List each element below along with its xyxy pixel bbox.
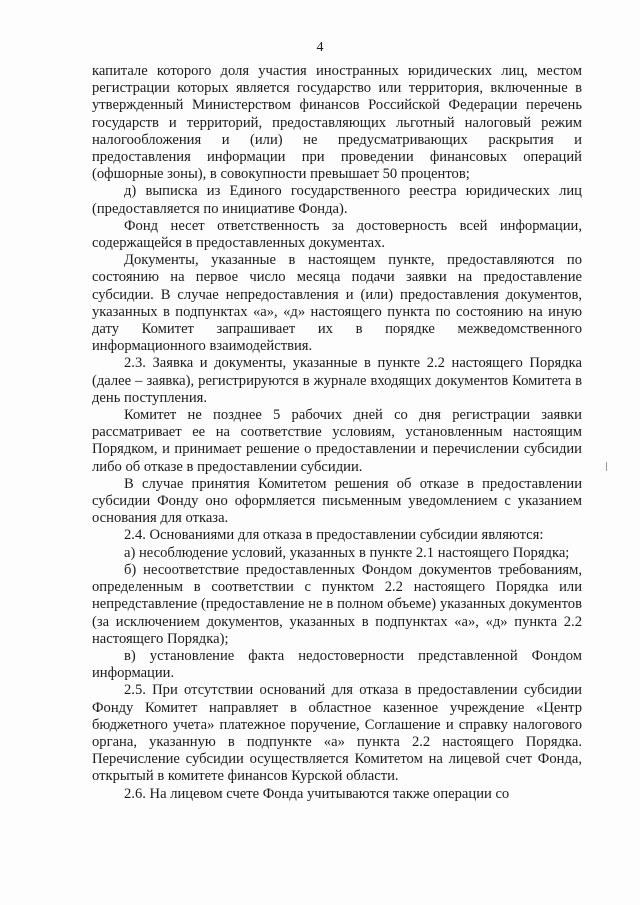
scan-artifact <box>606 462 607 471</box>
paragraph-5: 2.3. Заявка и документы, указанные в пункте 2.2 настоящего Порядка (далее – заявка), регистрируются в журнале входящих документов Комитета в день поступления. <box>92 355 582 406</box>
paragraph-12: 2.5. При отсутствии оснований для отказа в предоставлении субсидии Фонду Комитет направляет в областное казенное учреждение «Центр бюджетного учета» платежное поручение, Соглашение и справку налогового органа, указанную в подпункте «а» пункта 2.2 настоящего Порядка. Перечисление субсидии осуществляется Комитетом на лицевой счет Фонда, открытый в комитете финансов Курской области. <box>92 682 582 785</box>
paragraph-4: Документы, указанные в настоящем пункте, предоставляются по состоянию на первое число месяца подачи заявки на предоставление субсидии. В случае непредоставления и (или) предоставления документов, указанных в подпунктах «а», «д» настоящего пункта по состоянию на иную дату Комитет запрашивает их в порядке межведомственного информационного взаимодействия. <box>92 252 582 355</box>
paragraph-9: а) несоблюдение условий, указанных в пункте 2.1 настоящего Порядка; <box>124 544 570 561</box>
paragraph-1: капитале которого доля участия иностранных юридических лиц, местом регистрации которых является государство или территория, включенные в утвержденный Министерством финансов Российской Федерации перечень государств и территорий, предоставляющих льготный налоговый режим налогообложения и (или) не предусматривающих раскрытия и предоставления информации при проведении финансовых операций (офшорные зоны), в совокупности превышает 50 процентов; <box>92 63 582 183</box>
paragraph-6: Комитет не позднее 5 рабочих дней со дня регистрации заявки рассматривает ее на соответствие условиям, установленным настоящим Порядком, и принимает решение о предоставлении и перечислении субсидии либо об отказе в предоставлении субсидии. <box>92 407 582 475</box>
paragraph-2: д) выписка из Единого государственного реестра юридических лиц (предоставляется по инициативе Фонда). <box>92 183 582 217</box>
paragraph-7: В случае принятия Комитетом решения об отказе в предоставлении субсидии Фонду оно оформляется письменным уведомлением с указанием основания для отказа. <box>92 475 582 527</box>
paragraph-11: в) установление факта недостоверности представленной Фондом информации. <box>92 647 582 682</box>
page-number: 4 <box>316 40 324 55</box>
paragraph-8: 2.4. Основаниями для отказа в предоставлении субсидии являются: <box>124 527 544 544</box>
document-body <box>92 63 582 803</box>
paragraph-10: б) несоответствие предоставленных Фондом документов требованиям, определенным в соответствии с пунктом 2.2 настоящего Порядка или непредставление (предоставление не в полном объеме) указанных документов (за исключением документов, указанных в подпунктах «а», «д» пункта 2.2 настоящего Порядка); <box>92 561 582 647</box>
paragraph-3: Фонд несет ответственность за достоверность всей информации, содержащейся в предоставленных документах. <box>92 217 582 252</box>
paragraph-13: 2.6. На лицевом счете Фонда учитываются также операции со <box>124 785 510 802</box>
